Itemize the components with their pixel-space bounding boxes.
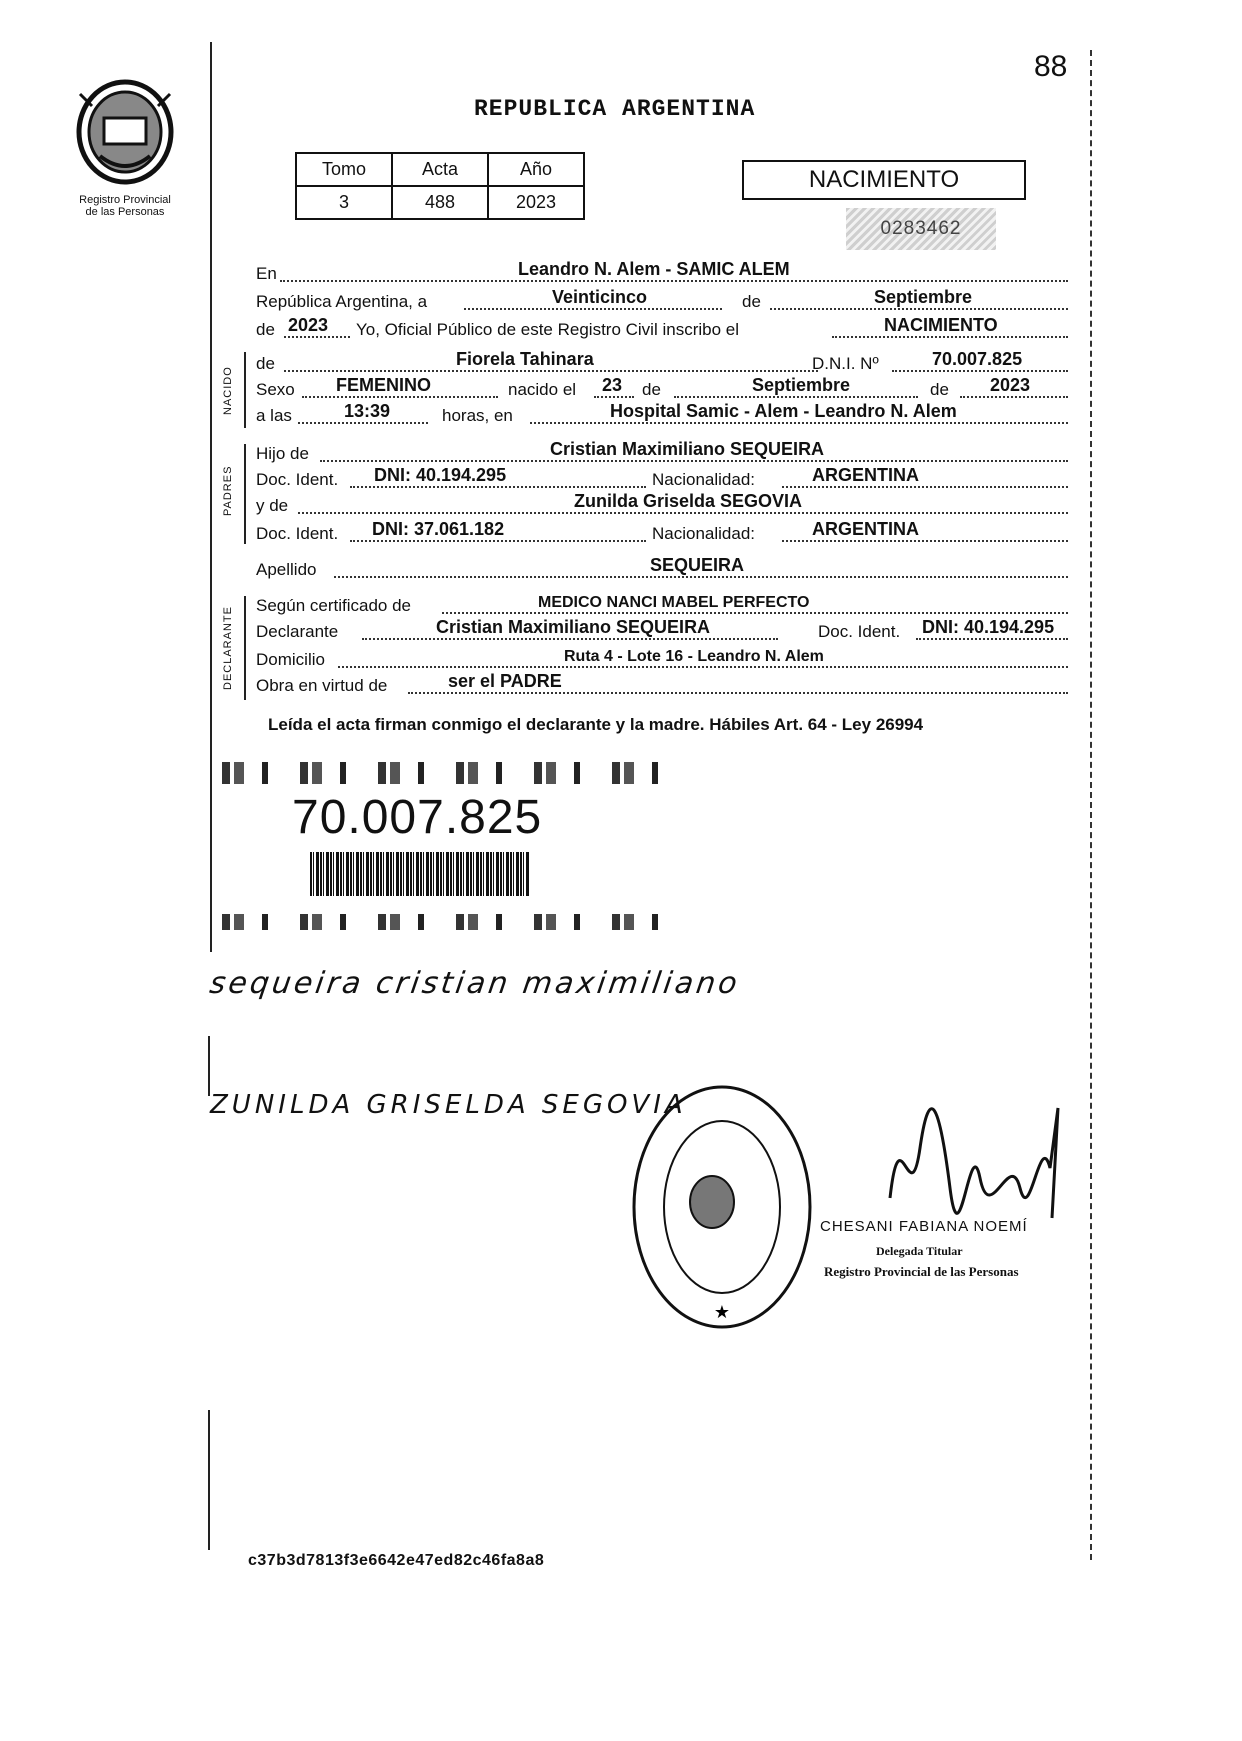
row-time-place	[256, 402, 1072, 428]
dotted-line	[408, 692, 1068, 694]
decorative-band-top	[222, 762, 662, 784]
dotted-line	[284, 370, 818, 372]
dotted-line	[338, 666, 1068, 668]
row-surname	[256, 556, 1072, 582]
label-nacionalidad2: Nacionalidad:	[652, 524, 756, 543]
value-declarant-doc: DNI: 40.194.295	[922, 617, 1055, 637]
row-certificate	[256, 592, 1072, 618]
value-mother-name: Zunilda Griselda SEGOVIA	[574, 491, 803, 511]
value-birth-year: 2023	[990, 375, 1031, 395]
dotted-line	[280, 280, 1068, 282]
value-month: Septiembre	[874, 287, 973, 307]
label-de2: de	[256, 320, 275, 339]
value-birth-month: Septiembre	[752, 375, 851, 395]
dotted-line	[960, 396, 1068, 398]
value-birth-day: 23	[602, 375, 623, 395]
logo-caption-line2: de las Personas	[85, 206, 165, 218]
section-label-declarante: DECLARANTE	[222, 606, 234, 690]
label-nacido-el: nacido el	[508, 380, 577, 399]
left-margin-line-bottom	[208, 1410, 210, 1550]
dotted-line	[362, 638, 778, 640]
left-margin-line-lower	[208, 1036, 210, 1096]
label-declarante: Declarante	[256, 622, 339, 641]
svg-text:★: ★	[713, 1302, 731, 1323]
value-father-nationality: ARGENTINA	[812, 465, 919, 485]
official-office: Registro Provincial de las Personas	[824, 1264, 1019, 1279]
label-de: de	[742, 292, 761, 311]
label-a-las: a las	[256, 406, 292, 425]
dotted-line	[674, 396, 918, 398]
father-handwritten-name: sequeira cristian maximiliano	[207, 966, 743, 1001]
dotted-line	[770, 308, 1068, 310]
official-name: CHESANI FABIANA NOEMÍ	[820, 1218, 1028, 1235]
dotted-line	[298, 512, 1068, 514]
dotted-line	[782, 486, 1068, 488]
label-doc-ident3: Doc. Ident.	[818, 622, 901, 641]
row-mother	[256, 492, 1072, 518]
right-margin-line	[1090, 50, 1092, 1560]
record-type-box: NACIMIENTO	[742, 160, 1026, 200]
value-year: 2023	[288, 315, 329, 335]
row-child-name	[256, 350, 1072, 376]
value-father-doc: DNI: 40.194.295	[374, 465, 507, 485]
official-title: Delegada Titular	[876, 1244, 963, 1258]
label-horas: horas, en	[442, 406, 513, 425]
value-place: Leandro N. Alem - SAMIC ALEM	[518, 259, 790, 279]
country-title: REPUBLICA ARGENTINA	[474, 96, 756, 122]
value-child-dni: 70.007.825	[932, 349, 1023, 369]
decorative-band-bottom	[222, 914, 662, 930]
value-tomo: 3	[296, 186, 392, 219]
document-hash: c37b3d7813f3e6642e47ed82c46fa8a8	[248, 1552, 545, 1569]
dotted-line	[284, 336, 350, 338]
province-coat-of-arms-logo	[70, 76, 180, 188]
value-act-type: NACIMIENTO	[884, 315, 998, 335]
logo-caption-line1: Registro Provincial	[79, 194, 171, 206]
dotted-line	[302, 396, 498, 398]
label-hijo-de: Hijo de	[256, 444, 309, 463]
label-en: En	[256, 264, 277, 283]
dotted-line	[782, 540, 1068, 542]
left-margin-line	[210, 42, 212, 952]
dotted-line	[916, 638, 1068, 640]
value-certificate: MEDICO NANCI MABEL PERFECTO	[538, 594, 810, 611]
closing-note: Leída el acta firman conmigo el declarante y la madre. Hábiles Art. 64 - Ley 26994	[268, 715, 924, 734]
dotted-line	[832, 336, 1068, 338]
label-domicilio: Domicilio	[256, 650, 325, 669]
header-acta: Acta	[392, 153, 488, 186]
section-label-padres: PADRES	[222, 465, 234, 517]
label-certificado: Según certificado de	[256, 596, 411, 615]
dotted-line	[530, 422, 1068, 424]
label-doc-ident2: Doc. Ident.	[256, 524, 339, 543]
section-label-nacido: NACIDO	[222, 366, 234, 416]
record-table-value-row	[296, 186, 584, 219]
row-registrar	[256, 316, 1072, 342]
value-mother-nationality: ARGENTINA	[812, 519, 919, 539]
value-ano: 2023	[488, 186, 584, 219]
logo-caption	[58, 194, 192, 218]
section-line-nacido	[244, 352, 246, 428]
dotted-line	[298, 422, 428, 424]
row-date	[256, 288, 1072, 314]
row-father-doc	[256, 466, 1072, 492]
label-apellido: Apellido	[256, 560, 317, 579]
label-nacionalidad: Nacionalidad:	[652, 470, 756, 489]
dotted-line	[350, 486, 646, 488]
value-mother-doc: DNI: 37.061.182	[372, 519, 505, 539]
official-signature	[880, 1088, 1080, 1228]
value-capacity: ser el PADRE	[448, 671, 562, 691]
label-de5: de	[930, 380, 949, 399]
dotted-line	[892, 370, 1068, 372]
row-declarant	[256, 618, 1072, 644]
dotted-line	[442, 612, 1068, 614]
label-de3: de	[256, 354, 275, 373]
official-seal	[628, 1080, 816, 1334]
dotted-line	[350, 540, 646, 542]
registrar-text: Yo, Oficial Público de este Registro Civil inscribo el	[356, 320, 739, 339]
barcode	[310, 852, 530, 896]
dotted-line	[320, 460, 1068, 462]
value-birth-time: 13:39	[344, 401, 391, 421]
label-doc-ident: Doc. Ident.	[256, 470, 339, 489]
value-father-name: Cristian Maximiliano SEQUEIRA	[550, 439, 825, 459]
dotted-line	[334, 576, 1068, 578]
value-birth-place: Hospital Samic - Alem - Leandro N. Alem	[610, 401, 957, 421]
label-de4: de	[642, 380, 661, 399]
value-surname: SEQUEIRA	[650, 555, 745, 575]
dotted-line	[594, 396, 634, 398]
value-sex: FEMENINO	[336, 375, 432, 395]
value-declarant: Cristian Maximiliano SEQUEIRA	[436, 617, 711, 637]
section-line-padres	[244, 444, 246, 544]
section-line-declarante	[244, 596, 246, 700]
row-sex-birth	[256, 376, 1072, 402]
page-number: 88	[1034, 50, 1068, 83]
header-ano: Año	[488, 153, 584, 186]
record-table	[295, 152, 585, 220]
row-father	[256, 440, 1072, 466]
value-address: Ruta 4 - Lote 16 - Leandro N. Alem	[564, 648, 824, 665]
row-place	[256, 260, 1072, 286]
row-address	[256, 646, 1072, 672]
label-obra: Obra en virtud de	[256, 676, 388, 695]
label-sexo: Sexo	[256, 380, 295, 399]
label-republica: República Argentina, a	[256, 292, 428, 311]
row-mother-doc	[256, 520, 1072, 546]
id-number: 70.007.825	[292, 791, 543, 844]
dotted-line	[464, 308, 722, 310]
record-table-header-row	[296, 153, 584, 186]
value-child-name: Fiorela Tahinara	[456, 349, 594, 369]
mother-handwritten-name: ZUNILDA GRISELDA SEGOVIA	[210, 1090, 687, 1120]
value-day-words: Veinticinco	[552, 287, 648, 307]
row-capacity	[256, 672, 1072, 698]
serial-stamp: 0283462	[846, 208, 996, 250]
label-y-de: y de	[256, 496, 289, 515]
header-tomo: Tomo	[296, 153, 392, 186]
value-acta: 488	[392, 186, 488, 219]
label-dni: D.N.I. Nº	[812, 354, 879, 373]
